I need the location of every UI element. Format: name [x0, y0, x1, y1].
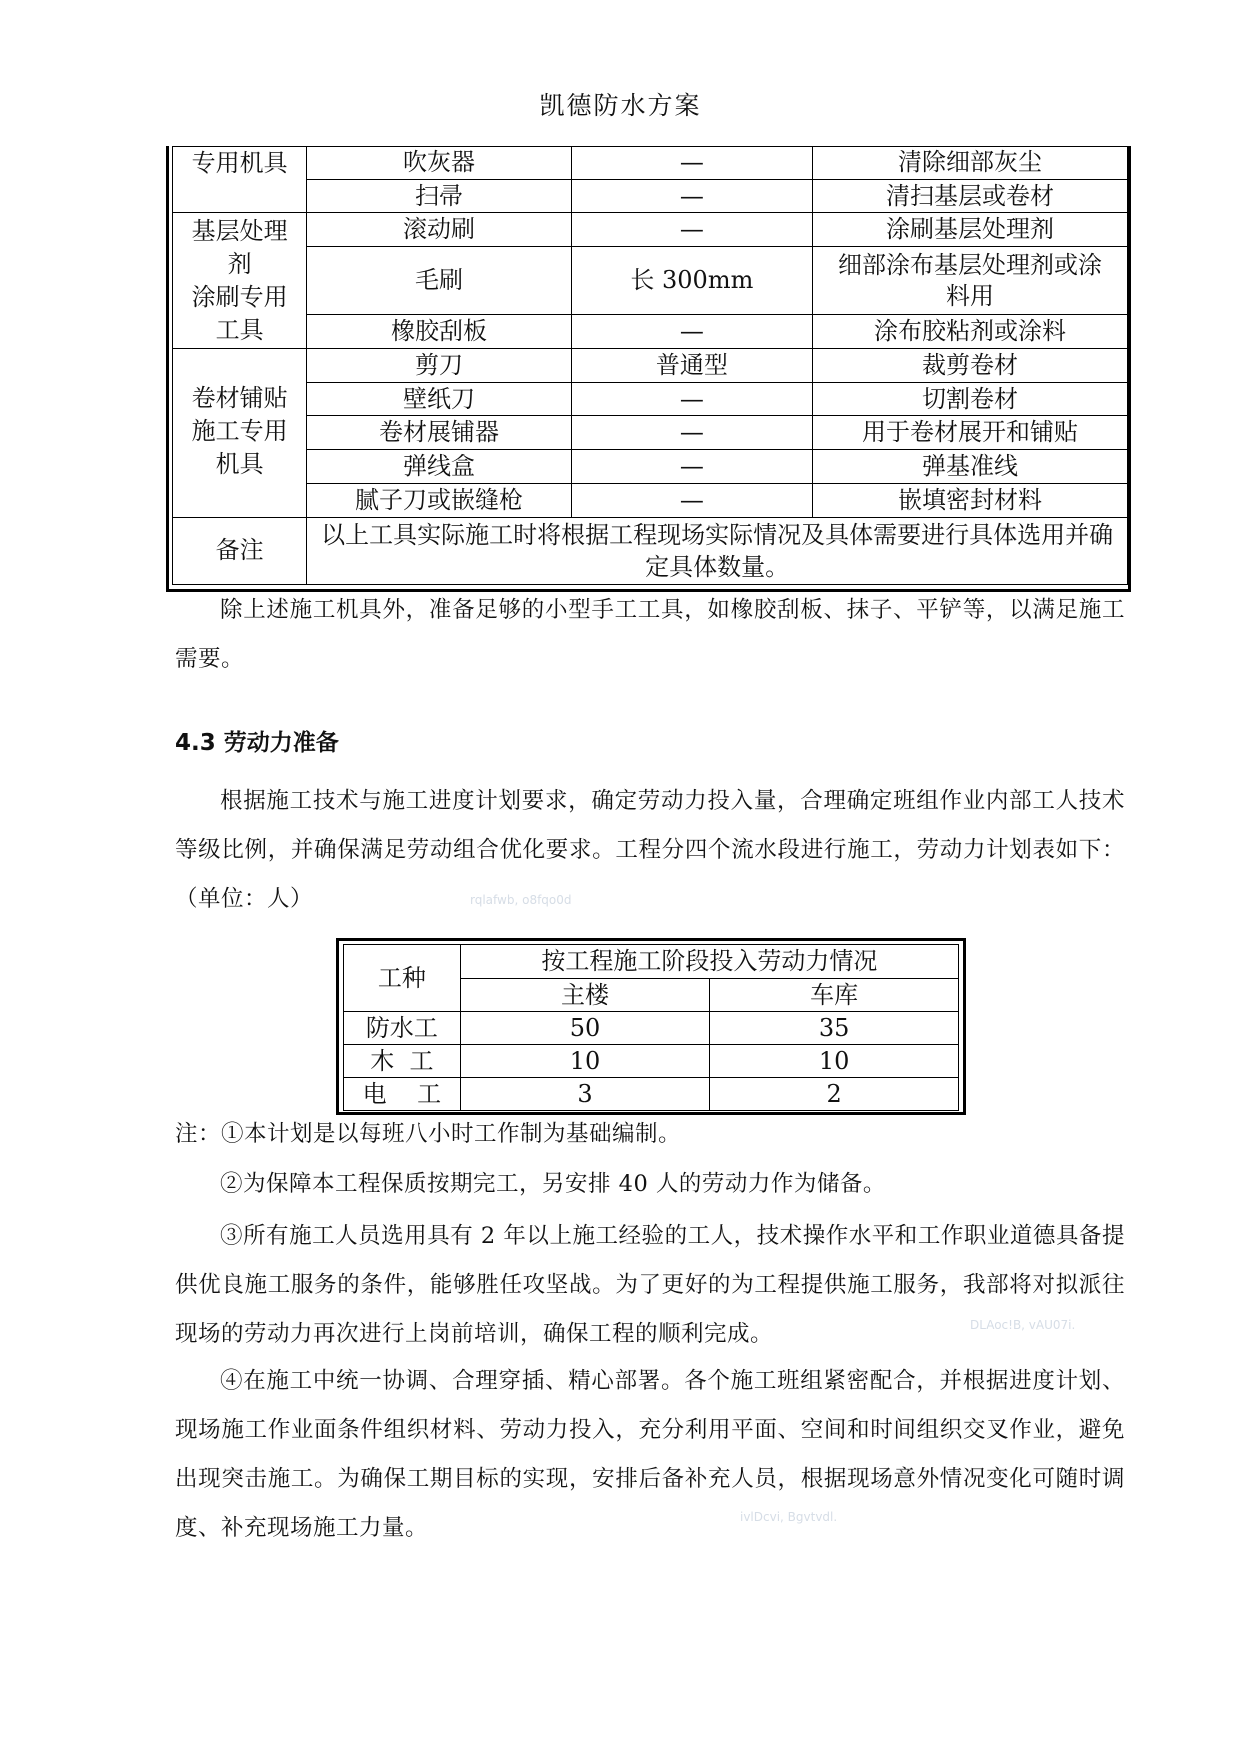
paragraph-tools: 除上述施工机具外，准备足够的小型手工工具，如橡胶刮板、抹子、平铲等，以满足施工需要。 [175, 597, 1125, 672]
tool-use: 用于卷材展开和铺贴 [813, 416, 1128, 450]
category-primer-tools [173, 213, 307, 349]
col-worker-type: 工种 [344, 945, 461, 1012]
remark-text: 以上工具实际施工时将根据工程现场实际情况及具体需要进行具体选用并确定具体数量。 [307, 517, 1128, 584]
tool-name: 壁纸刀 [307, 382, 571, 416]
tool-use: 清除细部灰尘 [813, 147, 1128, 180]
tool-use: 涂刷基层处理剂 [813, 213, 1128, 247]
tool-name: 吹灰器 [307, 147, 571, 180]
category-line: 卷材铺贴 [191, 384, 288, 413]
tool-name: 橡胶刮板 [307, 315, 571, 349]
main-count: 50 [460, 1012, 710, 1045]
tool-spec: 普通型 [571, 349, 812, 383]
tool-name: 弹线盒 [307, 450, 571, 484]
tool-use: 涂布胶粘剂或涂料 [813, 315, 1128, 349]
garage-count: 35 [710, 1012, 959, 1045]
category-line: 机具 [215, 450, 264, 479]
tool-use: 清扫基层或卷材 [813, 179, 1128, 213]
remark-label: 备注 [173, 517, 307, 584]
tool-table [166, 146, 1131, 592]
tool-spec: — [571, 382, 812, 416]
category-line: 涂刷专用 [191, 282, 288, 311]
tool-spec: — [571, 179, 812, 213]
tool-spec: — [571, 147, 812, 180]
category-line: 基层处理 [191, 216, 288, 245]
garage-count: 10 [710, 1045, 959, 1078]
category-line: 工具 [215, 315, 264, 344]
tool-name: 扫帚 [307, 179, 571, 213]
tool-spec: — [571, 315, 812, 349]
col-garage: 车库 [710, 979, 959, 1012]
tool-spec: — [571, 450, 812, 484]
tool-name: 滚动刷 [307, 213, 571, 247]
tool-use: 裁剪卷材 [813, 349, 1128, 383]
tool-use: 弹基准线 [813, 450, 1128, 484]
worker-type: 木 工 [344, 1045, 461, 1078]
tool-name: 毛刷 [307, 247, 571, 315]
main-count: 3 [460, 1078, 710, 1111]
watermark: DLAoc!B, vAU07i. [970, 1318, 1076, 1332]
watermark: rqlafwb, o8fqo0d [470, 893, 572, 907]
labor-table [336, 938, 966, 1115]
note-2: ②为保障本工程保质按期完工，另安排 40 人的劳动力作为储备。 [220, 1171, 886, 1197]
watermark: ivlDcvi, Bgvtvdl. [740, 1510, 838, 1524]
section-heading: 4.3 劳动力准备 [175, 730, 339, 756]
tool-spec: — [571, 483, 812, 517]
tool-spec: 长 300mm [571, 247, 812, 315]
tool-name: 剪刀 [307, 349, 571, 383]
tool-use: 细部涂布基层处理剂或涂料用 [813, 247, 1128, 315]
category-line: 剂 [227, 249, 252, 278]
category-special-tools: 专用机具 [173, 147, 307, 213]
note-1: 注：①本计划是以每班八小时工作制为基础编制。 [175, 1121, 682, 1147]
note-3: ③所有施工人员选用具有 2 年以上施工经验的工人，技术操作水平和工作职业道德具备提供优良施工服务的条件，能够胜任攻坚战。为了更好的为工程提供施工服务，我部将对拟派往现场的劳动力再次进行上岗前培训，确保工程的顺利完成。 [175, 1223, 1125, 1347]
page-header-title: 凯德防水方案 [539, 91, 702, 120]
tool-spec: — [571, 213, 812, 247]
tool-use: 嵌填密封材料 [813, 483, 1128, 517]
category-line: 施工专用 [191, 417, 288, 446]
tool-use: 切割卷材 [813, 382, 1128, 416]
col-main-building: 主楼 [460, 979, 710, 1012]
tool-name: 腻子刀或嵌缝枪 [307, 483, 571, 517]
garage-count: 2 [710, 1078, 959, 1111]
paragraph-labor: 根据施工技术与施工进度计划要求，确定劳动力投入量，合理确定班组作业内部工人技术等级比例，并确保满足劳动组合优化要求。工程分四个流水段进行施工，劳动力计划表如下：（单位：人） [175, 788, 1125, 912]
worker-type: 电 工 [344, 1078, 461, 1111]
tool-name: 卷材展铺器 [307, 416, 571, 450]
category-membrane-tools [173, 349, 307, 517]
worker-type: 防水工 [344, 1012, 461, 1045]
main-count: 10 [460, 1045, 710, 1078]
tool-spec: — [571, 416, 812, 450]
note-4: ④在施工中统一协调、合理穿插、精心部署。各个施工班组紧密配合，并根据进度计划、现场施工作业面条件组织材料、劳动力投入，充分利用平面、空间和时间组织交叉作业，避免出现突击施工。为确保工期目标的实现，安排后备补充人员，根据现场意外情况变化可随时调度、补充现场施工力量。 [175, 1368, 1125, 1541]
col-group-header: 按工程施工阶段投入劳动力情况 [460, 945, 958, 979]
